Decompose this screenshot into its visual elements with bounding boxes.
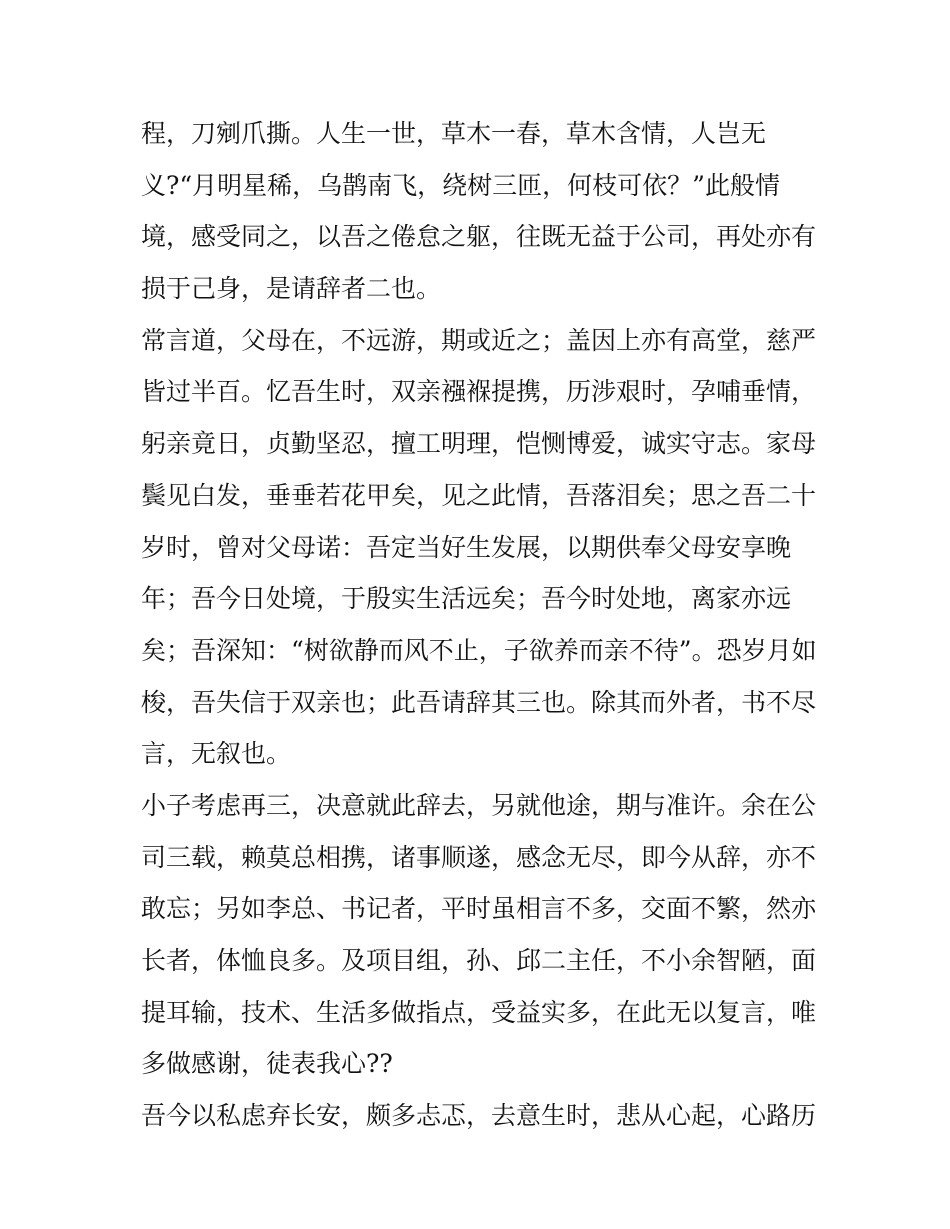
text-line: 皆过半百。忆吾生时，双亲襁褓提携，历涉艰时，孕哺垂情， bbox=[141, 377, 817, 407]
text-line: 损于己身，是请辞者二也。 bbox=[141, 274, 442, 304]
text-line: 境，感受同之，以吾之倦怠之躯，往既无益于公司，再处亦有 bbox=[141, 222, 817, 252]
text-line: 义?“月明星稀，乌鹊南飞，绕树三匝，何枝可依？”此般情 bbox=[141, 170, 780, 200]
text-line: 敢忘；另如李总、书记者，平时虽相言不多，交面不繁，然亦 bbox=[141, 894, 817, 924]
text-line: 鬓见白发，垂垂若花甲矣，见之此情，吾落泪矣；思之吾二十 bbox=[141, 480, 817, 510]
text-line: 矣；吾深知：“树欲静而风不止，子欲养而亲不待”。恐岁月如 bbox=[141, 635, 817, 665]
text-line: 年；吾今日处境，于殷实生活远矣；吾今时处地，离家亦远 bbox=[141, 584, 792, 614]
text-line: 程，刀剜爪撕。人生一世，草木一春，草木含情，人岂无 bbox=[141, 119, 767, 148]
text-line: 岁时，曾对父母诺：吾定当好生发展，以期供奉父母安享晚 bbox=[141, 532, 792, 562]
text-line: 提耳输，技术、生活多做指点，受益实多，在此无以复言，唯 bbox=[141, 997, 817, 1027]
text-line: 梭，吾失信于双亲也；此吾请辞其三也。除其而外者，书不尽 bbox=[141, 687, 817, 717]
body-text bbox=[141, 108, 821, 1142]
text-line: 吾今以私虑弃长安，颇多忐忑，去意生时，悲从心起，心路历 bbox=[141, 1101, 817, 1131]
text-line: 小子考虑再三，决意就此辞去，另就他途，期与准许。余在公 bbox=[141, 790, 817, 820]
text-line: 常言道，父母在，不远游，期或近之；盖因上亦有高堂，慈严 bbox=[141, 325, 817, 355]
text-line: 躬亲竟日，贞勤坚忍，擅工明理，恺恻博爱，诚实守志。家母 bbox=[141, 429, 817, 459]
text-line: 长者，体恤良多。及项目组，孙、邱二主任，不小余智陋，面 bbox=[141, 946, 817, 975]
text-line: 司三载，赖莫总相携，诸事顺遂，感念无尽，即今从辞，亦不 bbox=[141, 842, 817, 872]
text-line: 言，无叙也。 bbox=[141, 739, 292, 769]
text-line: 多做感谢，徒表我心?? bbox=[141, 1049, 393, 1079]
